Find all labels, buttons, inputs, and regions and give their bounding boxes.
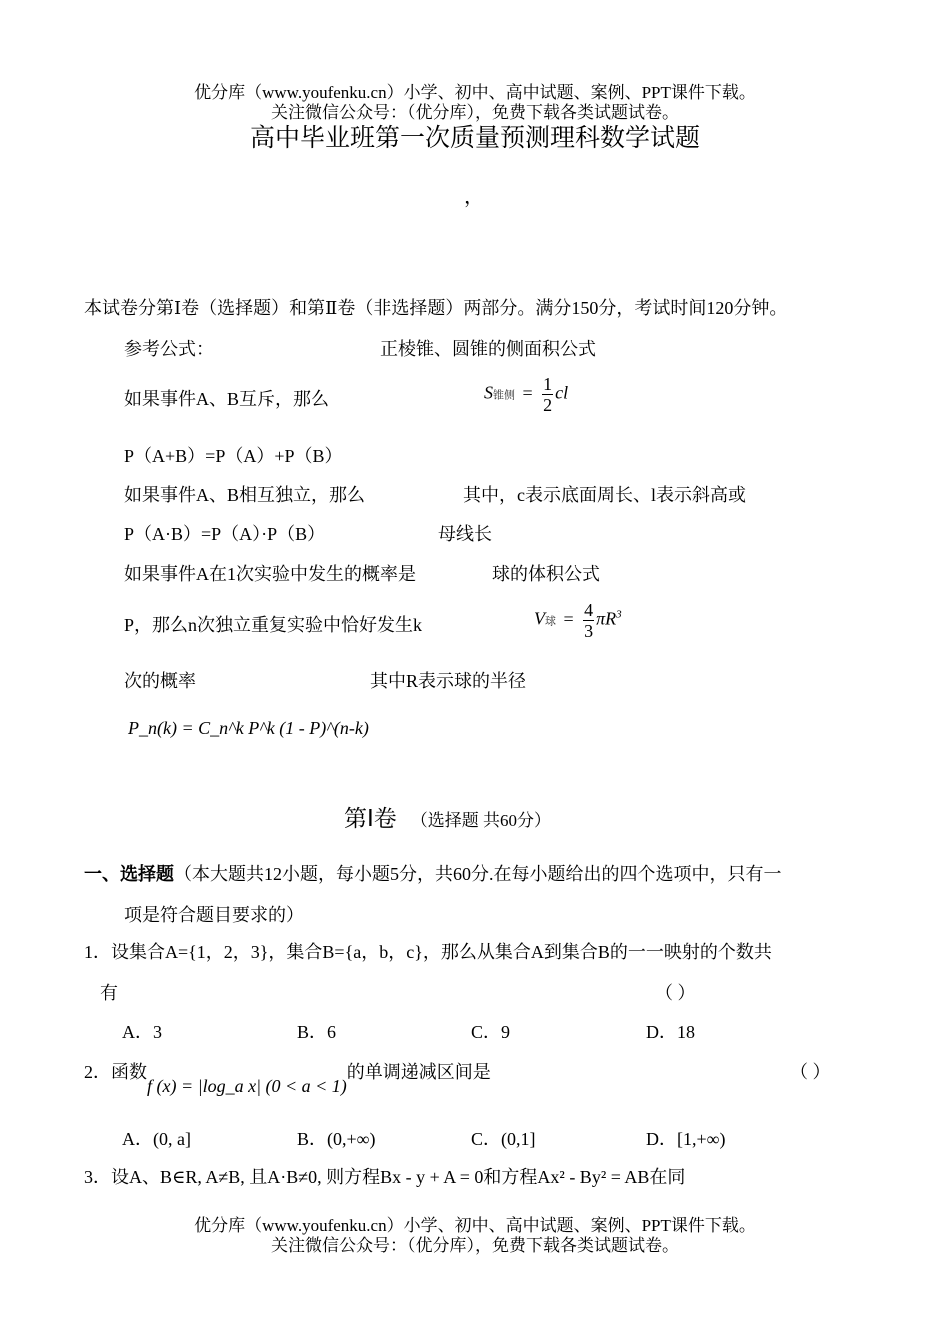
question-2-answer-bracket: （ ） bbox=[790, 1062, 831, 1082]
part1-heading-block bbox=[344, 800, 551, 833]
question-2-line: 2．函数f (x) = |log_a x| (0 < a < 1)的单调递减区间是 bbox=[84, 1062, 491, 1096]
header-line-2: 关注微信公众号：（优分库），免费下载各类试题试卷。 bbox=[271, 103, 679, 122]
cone-note: 其中，c表示底面周长、l表示斜高或 bbox=[463, 485, 746, 505]
question-1-option-d: D．18 bbox=[646, 1022, 695, 1042]
question-1-option-a: A．3 bbox=[122, 1022, 162, 1042]
sphere-volume-formula: V球 = $\frac{4}{3}$ $\pi R^3$ bbox=[534, 600, 622, 641]
section1-line-1 bbox=[84, 860, 782, 886]
question-2-option-a: A．(0, a] bbox=[122, 1129, 191, 1149]
sphere-title: 球的体积公式 bbox=[492, 564, 600, 584]
question-2-option-d: D．[1,+∞) bbox=[646, 1129, 726, 1149]
question-1-answer-bracket: （ ） bbox=[655, 983, 696, 1003]
page-title: 高中毕业班第一次质量预测理科数学试题 bbox=[249, 125, 700, 152]
binomial-formula: P_n(k) = C_n^k P^k (1 - P)^(n-k) bbox=[128, 718, 369, 738]
prob-line-2: P，那么n次独立重复实验中恰好发生k bbox=[124, 615, 423, 635]
cone-area-formula: S锥侧 = $\frac{1}{2}$ cl bbox=[484, 374, 569, 415]
question-2-formula: f (x) = |log_a x| (0 < a < 1) bbox=[147, 1076, 347, 1096]
stray-mark: ， bbox=[464, 186, 484, 208]
footer-line-1: 优分库（www.youfenku.cn）小学、初中、高中试题、案例、PPT课件下载。 bbox=[194, 1216, 756, 1235]
header-line-1: 优分库（www.youfenku.cn）小学、初中、高中试题、案例、PPT课件下载。 bbox=[194, 83, 756, 102]
mutual-exclusive-text: 如果事件A、B互斥，那么 bbox=[124, 389, 330, 409]
sum-rule: P（A+B）=P（A）+P（B） bbox=[124, 446, 343, 466]
prob-line-3: 次的概率 bbox=[124, 671, 196, 691]
product-rule: P（A·B）=P（A）·P（B） bbox=[124, 524, 326, 544]
section1-desc-2: 项是符合题目要求的） bbox=[124, 905, 304, 925]
question-1-line-1: 1．设集合A={1，2，3}，集合B={a，b，c}，那么从集合A到集合B的一一映射的个数共 bbox=[84, 942, 772, 962]
part1-heading-note: （选择题 共60分） bbox=[410, 811, 552, 830]
question-3-line: 3．设A、B∈R, A≠B, 且A·B≠0, 则方程Bx - y + A = 0和方程Ax² - By² = AB在同 bbox=[84, 1167, 686, 1187]
sphere-note: 其中R表示球的半径 bbox=[370, 671, 527, 691]
part1-heading: 第Ⅰ卷 bbox=[344, 806, 397, 832]
ref-label: 参考公式： bbox=[124, 339, 214, 359]
intro-text: 本试卷分第Ⅰ卷（选择题）和第Ⅱ卷（非选择题）两部分。满分150分，考试时间120分钟。 bbox=[84, 298, 788, 318]
footer-line-2: 关注微信公众号：（优分库），免费下载各类试题试卷。 bbox=[271, 1236, 679, 1255]
question-1-line-2: 有 bbox=[100, 983, 118, 1003]
question-2-option-b: B．(0,+∞) bbox=[297, 1129, 376, 1149]
independent-text: 如果事件A、B相互独立，那么 bbox=[124, 485, 366, 505]
cone-title: 正棱锥、圆锥的侧面积公式 bbox=[380, 339, 596, 359]
section1-label: 一、选择题 bbox=[84, 864, 174, 884]
question-2-option-c: C．(0,1] bbox=[471, 1129, 536, 1149]
question-1-option-b: B．6 bbox=[297, 1022, 337, 1042]
question-1-option-c: C．9 bbox=[471, 1022, 511, 1042]
prob-line-1: 如果事件A在1次实验中发生的概率是 bbox=[124, 564, 416, 584]
section1-desc-1: （本大题共12小题，每小题5分，共60分.在每小题给出的四个选项中，只有一 bbox=[174, 864, 782, 884]
question-3-text: 设A、B∈R, A≠B, 且A·B≠0, 则方程Bx - y + A = 0和方程Ax² - By² = AB在同 bbox=[111, 1167, 686, 1187]
cone-note-2: 母线长 bbox=[438, 524, 492, 544]
